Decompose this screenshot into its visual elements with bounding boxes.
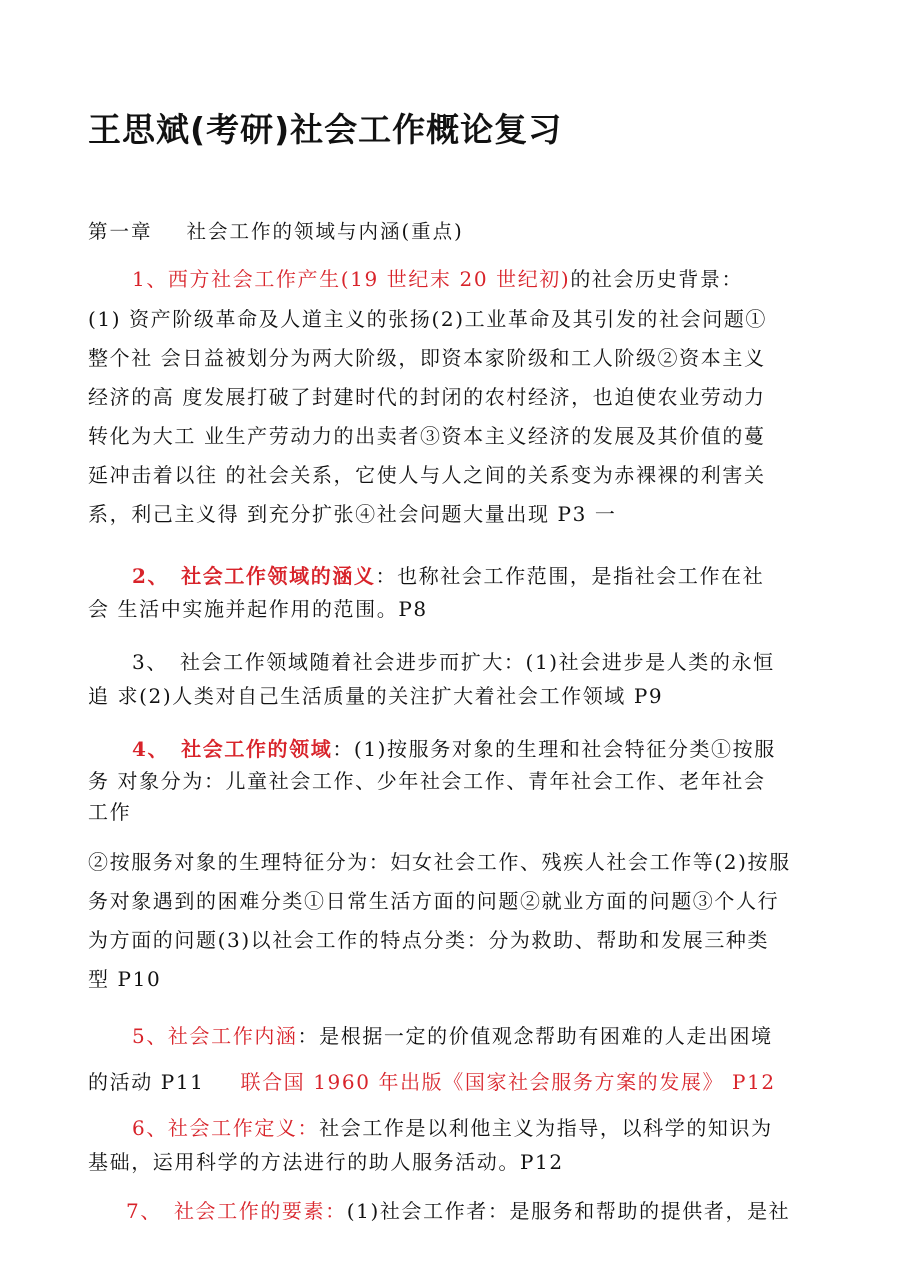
document-title: 王思斌(考研)社会工作概论复习: [88, 110, 563, 149]
section-1-line-4: 转化为大工 业生产劳动力的出卖者③资本主义经济的发展及其价值的蔓: [88, 424, 766, 448]
section-6-title-tail: 社会工作是以利他主义为指导，以科学的知识为: [319, 1116, 773, 1140]
section-1-line-1: (1) 资产阶级革命及人道主义的张扬(2)工业革命及其引发的社会问题①: [88, 307, 768, 331]
section-4-heading: [132, 736, 776, 762]
section-5-text: 的活动 P11: [88, 1070, 205, 1094]
section-5-title-tail: ：是根据一定的价值观念帮助有困难的人走出困境: [297, 1024, 773, 1048]
chapter-title: 社会工作的领域与内涵(重点): [186, 220, 464, 243]
section-2-number: 2、: [132, 564, 170, 588]
section-5-heading: [132, 1023, 773, 1049]
section-1-line-3: 经济的高 度发展打破了封建时代的封闭的农村经济，也迫使农业劳动力: [88, 385, 766, 409]
section-7-title-tail: (1)社会工作者：是服务和帮助的提供者，是社: [346, 1199, 791, 1223]
section-7-heading: [126, 1198, 790, 1224]
chapter-label: 第一章: [88, 220, 153, 243]
section-4-line-4: ②按服务对象的生理特征分为：妇女社会工作、残疾人社会工作等(2)按服: [88, 850, 791, 874]
section-1-heading: [132, 266, 743, 292]
section-5-title: 5、社会工作内涵: [132, 1024, 298, 1048]
section-3-line-1: [132, 649, 775, 675]
section-7-title: 社会工作的要素：: [173, 1199, 347, 1223]
section-6-heading: [132, 1115, 773, 1141]
section-4-title: 社会工作的领域: [181, 737, 333, 761]
section-2-line-2: 会 生活中实施并起作用的范围。P8: [88, 597, 428, 621]
section-1-title-tail: 的社会历史背景：: [570, 267, 744, 291]
section-4-number: 4、: [132, 737, 170, 761]
section-7-number: 7、: [126, 1199, 162, 1223]
section-4-line-5: 务对象遇到的困难分类①日常生活方面的问题②就业方面的问题③个人行: [88, 889, 780, 913]
section-6-title: 6、社会工作定义：: [132, 1116, 320, 1140]
section-6-line-2: 基础，运用科学的方法进行的助人服务活动。P12: [88, 1150, 564, 1174]
section-4-title-tail: ：(1)按服务对象的生理和社会特征分类①按服: [332, 737, 776, 761]
section-3-number: 3、: [132, 650, 168, 674]
section-5-line-2: [88, 1069, 776, 1095]
section-1-line-6: 系，利己主义得 到充分扩张④社会问题大量出现 P3 一: [88, 502, 617, 526]
section-4-line-6: 为方面的问题(3)以社会工作的特点分类：分为救助、帮助和发展三种类: [88, 928, 770, 952]
section-3-text: 社会工作领域随着社会进步而扩大：(1)社会进步是人类的永恒: [179, 650, 775, 674]
section-3-line-2: 追 求(2)人类对自己生活质量的关注扩大着社会工作领域 P9: [88, 684, 664, 708]
section-2-heading: [132, 563, 764, 589]
section-4-line-7: 型 P10: [88, 967, 162, 991]
section-1-title: 1、西方社会工作产生(19 世纪末 20 世纪初): [132, 267, 571, 291]
section-5-citation: 联合国 1960 年出版《国家社会服务方案的发展》 P12: [240, 1070, 776, 1094]
section-1-line-5: 延冲击着以往 的社会关系，它使人与人之间的关系变为赤裸裸的利害关: [88, 463, 766, 487]
section-4-line-2: 务 对象分为：儿童社会工作、少年社会工作、青年社会工作、老年社会: [88, 769, 766, 793]
section-1-line-2: 整个社 会日益被划分为两大阶级，即资本家阶级和工人阶级②资本主义: [88, 346, 766, 370]
chapter-heading: [88, 216, 464, 244]
section-2-title-tail: ：也称社会工作范围，是指社会工作在社: [375, 564, 765, 588]
section-4-line-3: 工作: [88, 800, 132, 824]
section-2-title: 社会工作领域的涵义: [181, 564, 376, 588]
